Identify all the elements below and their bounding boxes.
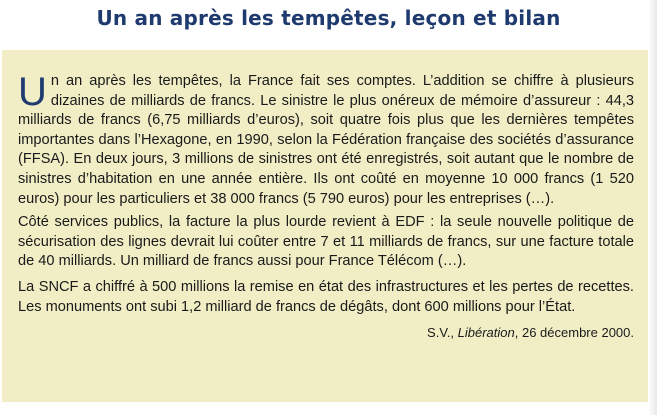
article-box — [2, 50, 648, 402]
drop-cap: U — [18, 70, 47, 114]
source-citation — [18, 323, 634, 343]
article-paragraph-3: La SNCF a chiffré à 500 millions la remise en état des infrastructures et les pertes de recettes. Les monuments ont subi 1,2 milliard de francs de dégâts, dont 600 millions pour l’État. — [18, 278, 634, 315]
paragraph-1-text: n an après les tempêtes, la France fait ses comptes. L’addition se chiffre à plusieurs dizaines de milliards de francs. Le sinistre le plus onéreux de mémoire d’assureur : 44,3 milliards de francs (6,75 milliards d’euros), soit quatre fois plus que les dernières tempêtes importantes dans l’Hexagone, en 1990, selon la Fédération française des sociétés d’assurance (FFSA). En deux jours, 3 millions de sinistres ont été enregistrés, soit autant que le nombre de sinistres d’habitation en une année entière. Ils ont coûté en moyenne 10 000 francs (1 520 euros) pour les particuliers et 38 000 francs (5 790 euros) pour les entreprises (…). — [18, 73, 634, 207]
scan-edge-shadow — [648, 0, 657, 415]
article-paragraph-2: Côté services publics, la facture la plus lourde revient à EDF : la seule nouvelle politique de sécurisation des lignes devrait lui coûter entre 7 et 11 milliards de francs, sur une facture totale de 40 milliards. Un milliard de francs aussi pour France Télécom (…). — [18, 214, 634, 270]
article-paragraph-1 — [18, 72, 634, 209]
page-title: Un an après les tempêtes, leçon et bilan — [96, 6, 561, 30]
source-publication: Libération — [457, 325, 515, 341]
source-date: , 26 décembre 2000. — [514, 325, 634, 341]
source-author: S.V., — [427, 325, 458, 341]
